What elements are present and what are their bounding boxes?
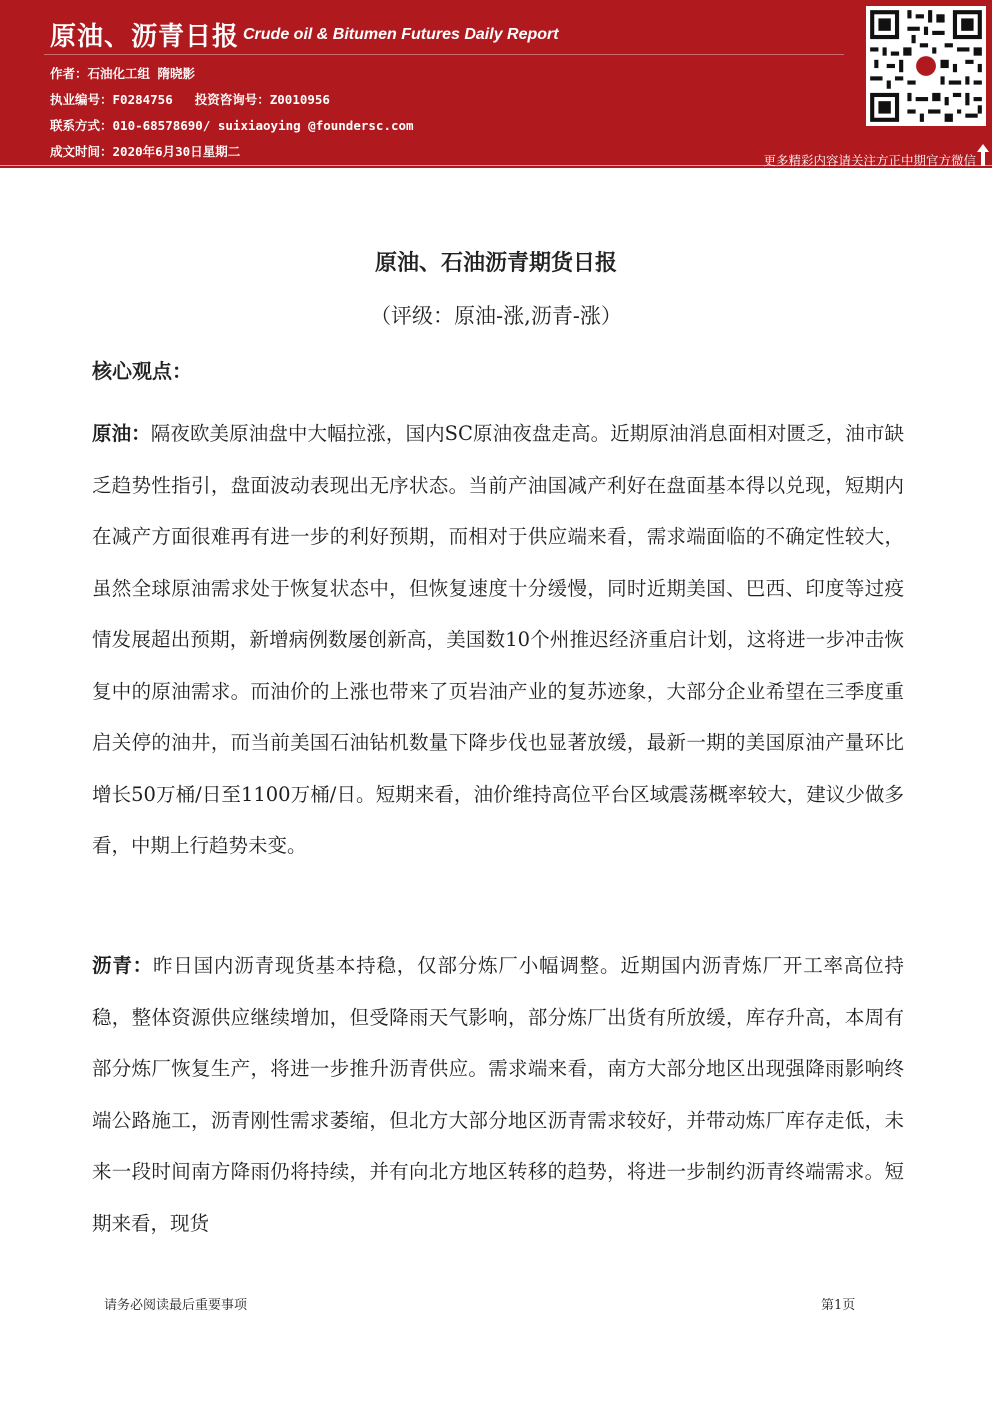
- page-number: 第1页: [821, 1298, 856, 1313]
- document-rating: （评级：原油-涨,沥青-涨）: [370, 304, 622, 328]
- license-line: [50, 90, 330, 108]
- crude-oil-label: 原油：: [92, 422, 151, 445]
- license-value: F0284756: [112, 92, 173, 107]
- qr-code-icon[interactable]: [866, 6, 986, 126]
- consult-label: 投资咨询号：: [194, 92, 270, 107]
- contact-value[interactable]: 010-68578690/ suixiaoying @foundersc.com: [112, 118, 414, 133]
- core-view-heading: 核心观点：: [92, 359, 192, 383]
- asphalt-paragraph: [92, 940, 904, 1249]
- contact-label: 联系方式：: [50, 118, 113, 133]
- asphalt-text: 昨日国内沥青现货基本持稳，仅部分炼厂小幅调整。近期国内沥青炼厂开工率高位持稳，整体资源供应继续增加，但受降雨天气影响，部分炼厂出货有所放缓，库存升高，本周有部分炼厂恢复生产，将进一步推升沥青供应。需求端来看，南方大部分地区出现强降雨影响终端公路施工，沥青刚性需求萎缩，但北方大部分地区沥青需求较好，并带动炼厂库存走低，未来一段时间南方降雨仍将持续，并有向北方地区转移的趋势，将进一步制约沥青终端需求。短期来看，现货: [92, 954, 904, 1235]
- asphalt-label: 沥青：: [92, 954, 153, 977]
- author-line: [50, 64, 195, 82]
- report-title-cn: 原油、沥青日报: [50, 22, 240, 52]
- header-divider: [44, 54, 844, 55]
- date-value: 2020年6月30日星期二: [112, 144, 241, 159]
- author-value: 石油化工组 隋晓影: [87, 66, 196, 81]
- consult-value: Z0010956: [269, 92, 330, 107]
- qr-code-graphic: [866, 6, 986, 126]
- document-title: 原油、石油沥青期货日报: [374, 251, 617, 276]
- crude-oil-text: 隔夜欧美原油盘中大幅拉涨，国内SC原油夜盘走高。近期原油消息面相对匮乏，油市缺乏趋势性指引，盘面波动表现出无序状态。当前产油国减产利好在盘面基本得以兑现，短期内在减产方面很难再有进一步的利好预期，而相对于供应端来看，需求端面临的不确定性较大，虽然全球原油需求处于恢复状态中，但恢复速度十分缓慢，同时近期美国、巴西、印度等过疫情发展超出预期，新增病例数屡创新高，美国数10个州推迟经济重启计划，这将进一步冲击恢复中的原油需求。而油价的上涨也带来了页岩油产业的复苏迹象，大部分企业希望在三季度重启关停的油井，而当前美国石油钻机数量下降步伐也显著放缓，最新一期的美国原油产量环比增长50万桶/日至1100万桶/日。短期来看，油价维持高位平台区域震荡概率较大，建议少做多看，中期上行趋势未变。: [92, 422, 904, 857]
- report-header-banner: [0, 0, 992, 168]
- author-label: 作者：: [50, 66, 88, 81]
- follow-wechat-text[interactable]: 更多精彩内容请关注方正中期官方微信: [763, 153, 976, 168]
- footer-notice: 请务必阅读最后重要事项: [104, 1298, 248, 1313]
- up-arrow-icon: [976, 143, 990, 167]
- crude-oil-paragraph: [92, 408, 904, 872]
- report-title-en: Crude oil & Bitumen Futures Daily Report: [243, 26, 559, 43]
- date-label: 成文时间：: [50, 144, 113, 159]
- contact-line: [50, 116, 414, 134]
- license-label: 执业编号：: [50, 92, 113, 107]
